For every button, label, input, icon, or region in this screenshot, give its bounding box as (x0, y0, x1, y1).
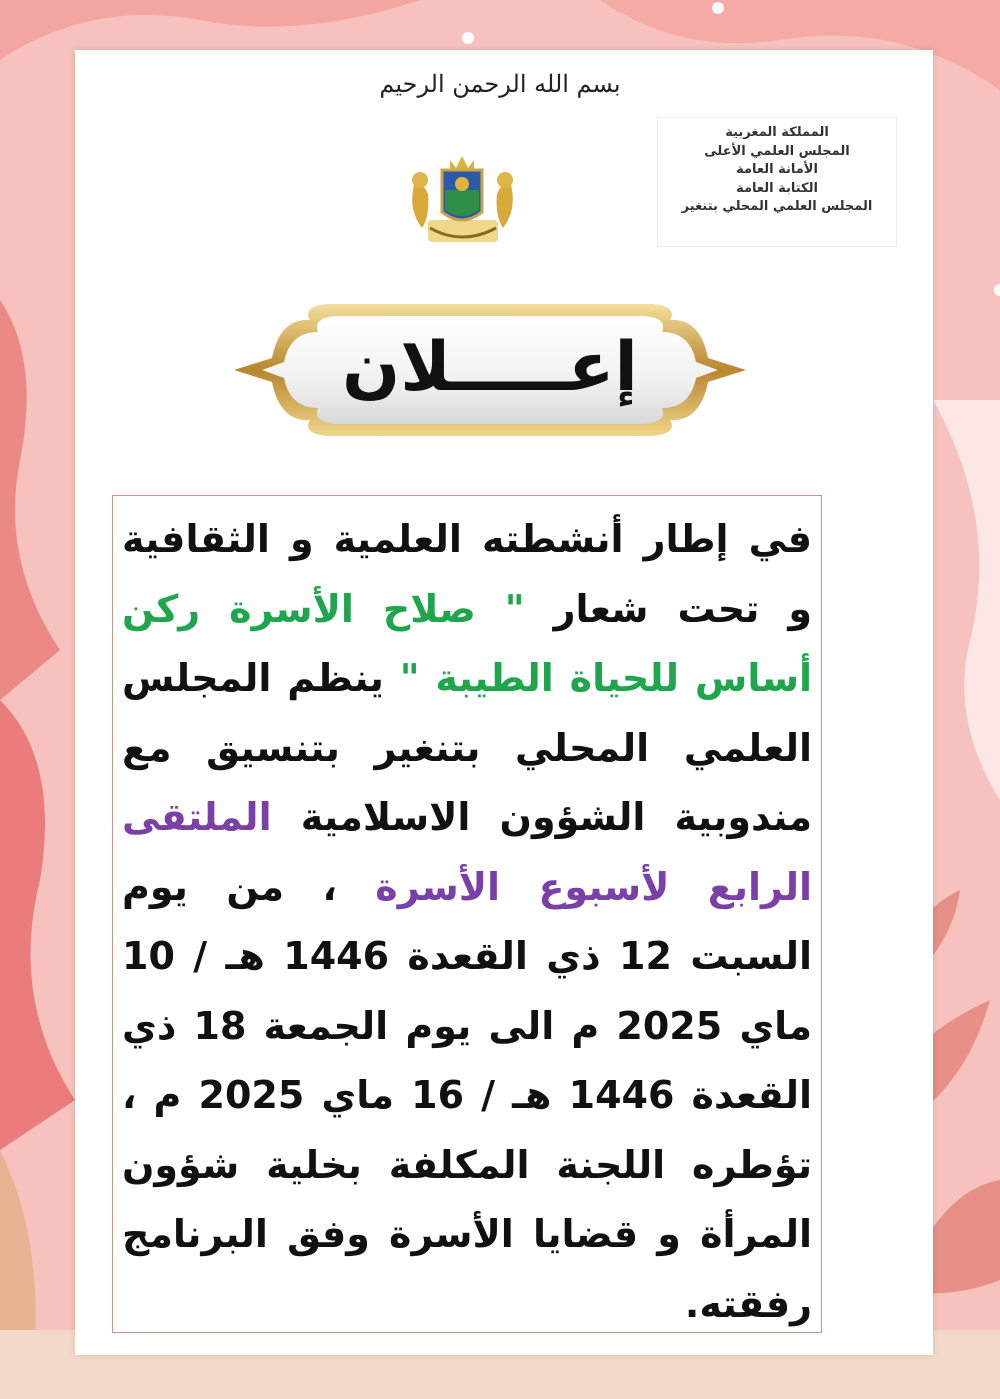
institution-header (657, 117, 897, 247)
coat-of-arms-icon (400, 150, 525, 255)
event-name: الملتقى الرابع لأسبوع الأسرة (122, 795, 812, 909)
header-line: الكتابة العامة (736, 180, 818, 196)
announcement-title: إعـــــلان (342, 328, 638, 407)
event-slogan: " صلاح الأسرة ركن أساس للحياة الطيبة " (122, 586, 812, 700)
basmala-heading: بسم الله الرحمن الرحيم (379, 70, 621, 98)
body-text-organizer: ينظم المجلس العلمي المحلي بتنغير بتنسيق مع مندوبية الشؤون الاسلامية (122, 656, 812, 839)
header-line: المجلس العلمي المحلي بتنغير (681, 199, 873, 214)
header-line: المملكة المغربية (725, 125, 829, 140)
body-text-intro: في إطار أنشطته العلمية و الثقافية و تحت شعار (122, 517, 812, 631)
header-line: المجلس العلمي الأعلى (704, 143, 850, 159)
body-text-details: ، من يوم السبت 12 ذي القعدة 1446 هـ / 10 ماي 2025 م الى يوم الجمعة 18 ذي القعدة 1446 هـ / 16 ماي 2025 م ، تؤطره اللجنة المكلفة بخلية شؤون المرأة و قضايا الأسرة وفق البرنامج رفقته. (122, 864, 812, 1326)
announcement-body (122, 505, 812, 1339)
header-line: الأمانة العامة (736, 162, 818, 177)
